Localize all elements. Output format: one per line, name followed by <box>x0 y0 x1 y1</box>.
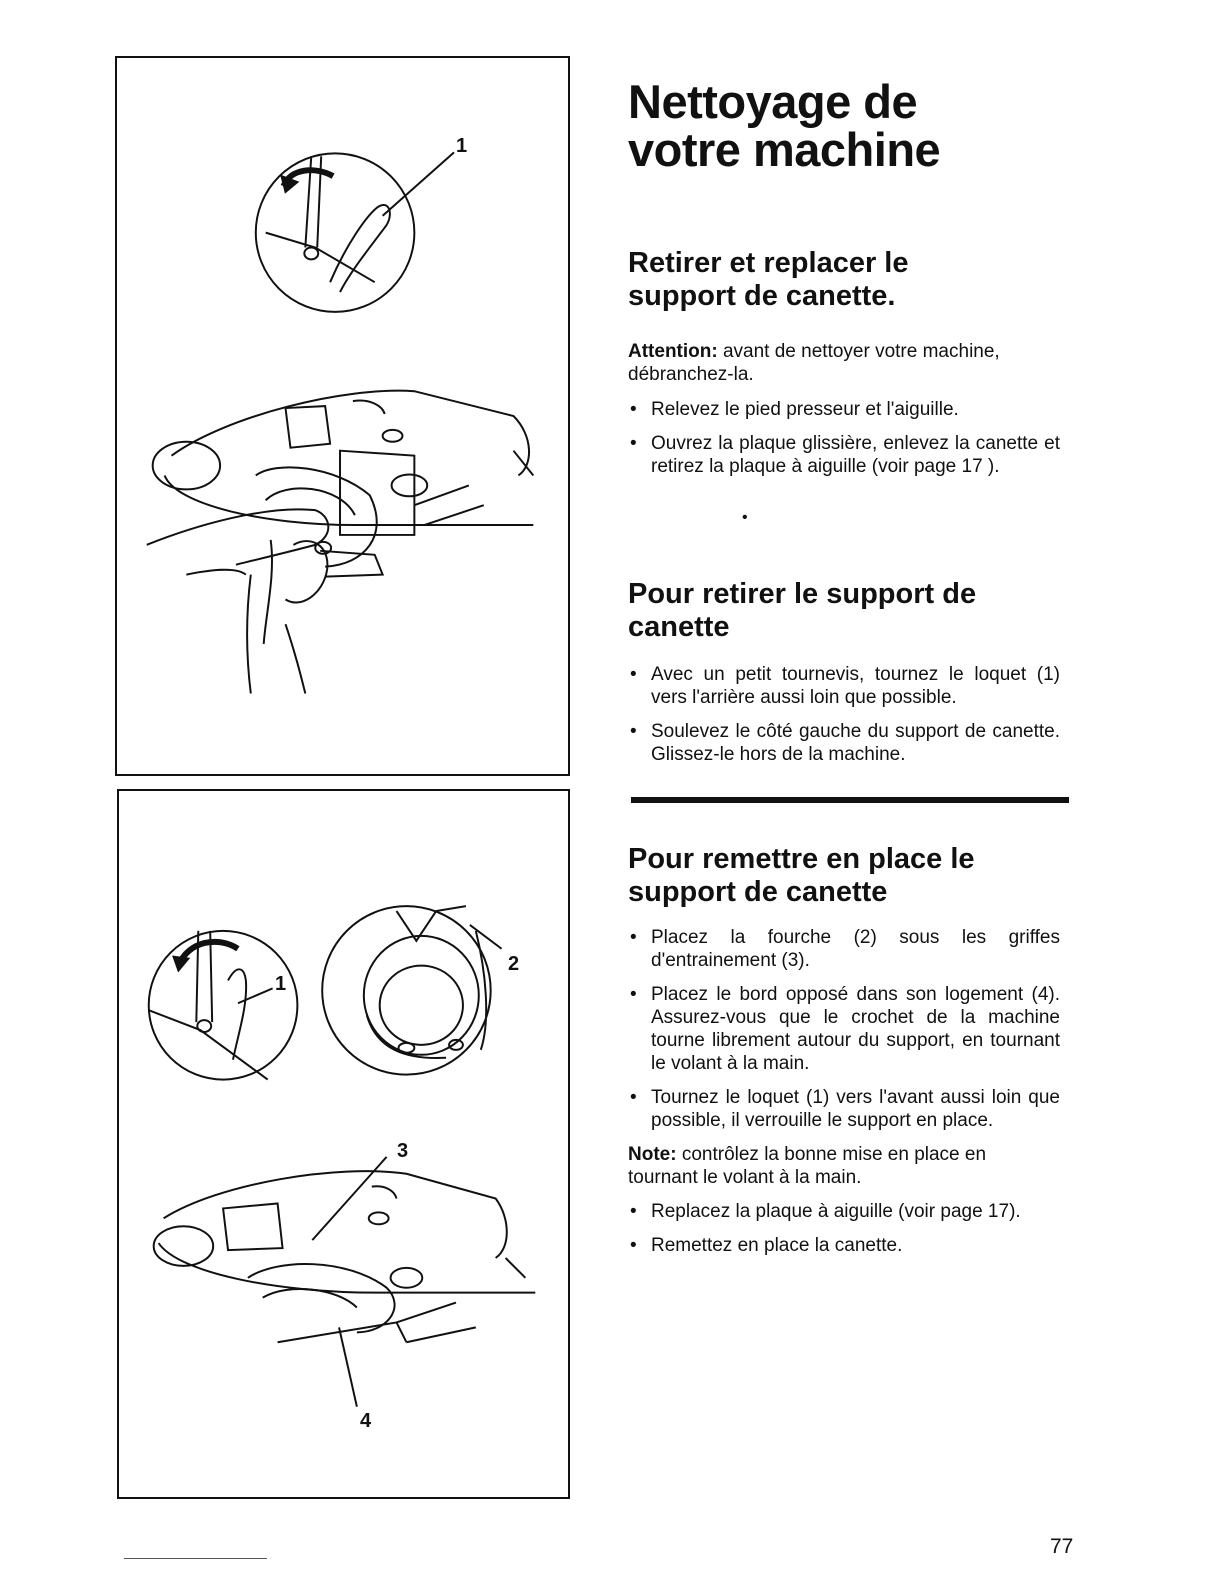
page-title <box>628 75 941 176</box>
list-item: • Tournez le loquet (1) vers l'avant aussi loin que possible, il verrouille le support en place. <box>628 1086 1060 1132</box>
heading-line-2: canette <box>628 611 730 643</box>
section-remove-replace <box>628 247 1060 489</box>
list-item: • Ouvrez la plaque glissière, enlevez la canette et retirez la plaque à aiguille (voir page 17 ). <box>628 432 1060 478</box>
note-text: contrôlez la bonne mise en place en tournant le volant à la main. <box>628 1144 987 1188</box>
section-heading <box>628 578 1060 644</box>
attention-label: Attention: <box>628 341 718 362</box>
illustration-remove-bobbin-case <box>117 58 568 774</box>
heading-line-1: Pour retirer le support de <box>628 578 977 610</box>
callout-1: 1 <box>456 135 468 157</box>
list-item: • Replacez la plaque à aiguille (voir page 17). <box>628 1200 1060 1223</box>
stray-mark: • <box>742 509 748 526</box>
heading-line-1: Retirer et replacer le <box>628 247 909 279</box>
note-paragraph <box>628 1143 1060 1189</box>
footer-line <box>124 1558 267 1559</box>
illustration-replace-bobbin-case <box>119 791 568 1497</box>
callout-1: 1 <box>275 973 287 995</box>
section-heading <box>628 843 1060 909</box>
heading-line-2: support de canette <box>628 876 888 908</box>
callout-2: 2 <box>508 953 520 975</box>
page-title-line-1: Nettoyage de <box>628 75 918 128</box>
callout-3: 3 <box>397 1140 409 1162</box>
bullet-list <box>628 1200 1060 1257</box>
figure-replace-bobbin-case <box>117 789 570 1499</box>
list-item: • Relevez le pied presseur et l'aiguille. <box>628 398 1060 421</box>
heading-line-2: support de canette. <box>628 280 896 312</box>
bullet-list <box>628 398 1060 478</box>
list-item: • Remettez en place la canette. <box>628 1234 1060 1257</box>
section-heading <box>628 247 1060 313</box>
bullet-list <box>628 926 1060 1132</box>
list-item: • Placez la fourche (2) sous les griffes d'entrainement (3). <box>628 926 1060 972</box>
heading-line-1: Pour remettre en place le <box>628 843 975 875</box>
page-number: 77 <box>1050 1535 1074 1558</box>
list-item: • Soulevez le côté gauche du support de canette. Glissez-le hors de la machine. <box>628 720 1060 766</box>
attention-paragraph <box>628 340 1060 386</box>
section-remove <box>628 578 1060 777</box>
section-replace <box>628 843 1060 1268</box>
figure-remove-bobbin-case <box>115 56 570 776</box>
page-title-line-2: votre machine <box>628 123 941 176</box>
section-divider <box>631 797 1069 803</box>
list-item: • Placez le bord opposé dans son logement (4). Assurez-vous que le crochet de la machine tourne librement autour du support, en tournant le volant à la main. <box>628 983 1060 1075</box>
note-label: Note: <box>628 1144 677 1165</box>
bullet-list <box>628 663 1060 766</box>
callout-4: 4 <box>360 1410 372 1432</box>
list-item: • Avec un petit tournevis, tournez le loquet (1) vers l'arrière aussi loin que possible. <box>628 663 1060 709</box>
attention-text: avant de nettoyer votre machine, débranchez-la. <box>628 341 1000 385</box>
